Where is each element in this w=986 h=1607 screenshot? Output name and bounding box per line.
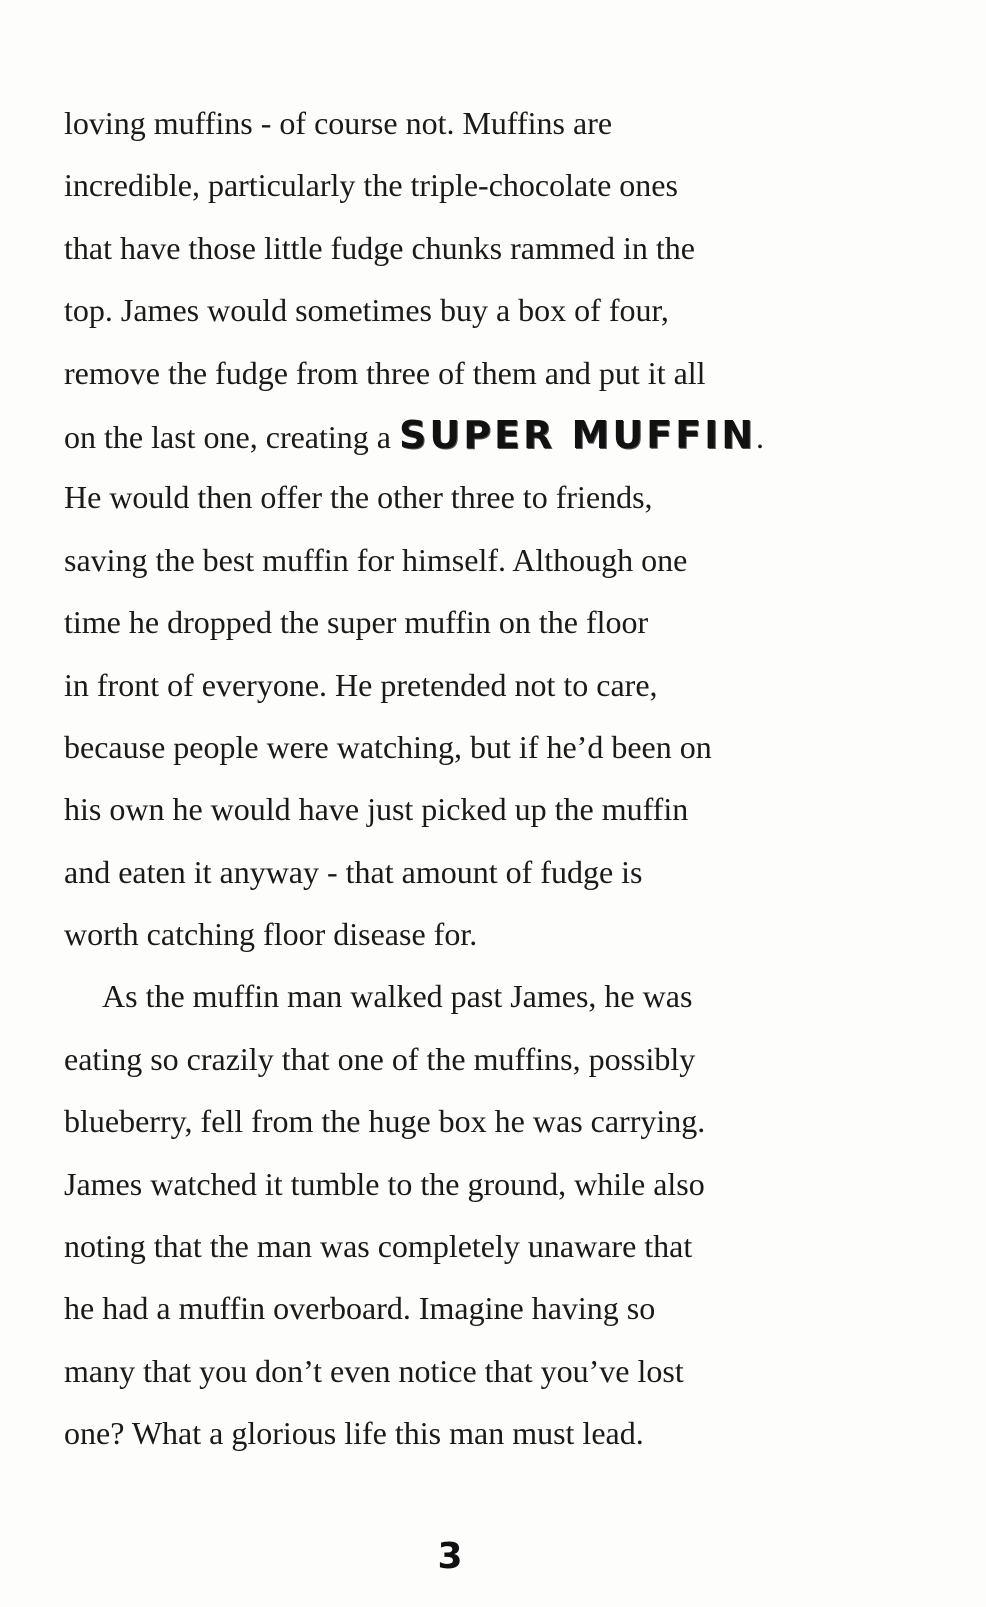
text-line: top. James would sometimes buy a box of four, [64, 292, 669, 329]
text-line: loving muffins - of course not. Muffins are [64, 105, 613, 141]
text-line-with-emphasis [64, 404, 854, 466]
text-line: his own he would have just picked up the muffin [64, 791, 689, 828]
text-line: and eaten it anyway - that amount of fudge is [64, 853, 643, 890]
paragraph-2 [64, 965, 854, 1464]
text-line: one? What a glorious life this man must lead. [64, 1415, 644, 1452]
paragraph-1 [64, 92, 854, 965]
body-text [64, 92, 854, 1465]
text-line: He would then offer the other three to friends, [64, 479, 653, 516]
text-line: that have those little fudge chunks rammed in the [64, 229, 695, 266]
text-line: because people were watching, but if he’d been on [64, 728, 712, 765]
text-line-indented: As the muffin man walked past James, he was [102, 978, 693, 1015]
text-line: saving the best muffin for himself. Although one [64, 541, 688, 578]
emphasis-period: . [756, 418, 765, 455]
text-line: in front of everyone. He pretended not to care, [64, 666, 658, 703]
text-line: many that you don’t even notice that you’ve lost [64, 1352, 684, 1389]
page-number: 3 [437, 1536, 463, 1577]
text-line: blueberry, fell from the huge box he was carrying. [64, 1103, 706, 1140]
text-line: eating so crazily that one of the muffins, possibly [64, 1040, 696, 1077]
text-line: worth catching floor disease for. [64, 916, 478, 953]
text-line-start: on the last one, creating a [64, 418, 399, 455]
super-muffin-emphasis: SUPER MUFFIN [398, 412, 757, 457]
text-line: James watched it tumble to the ground, while also [64, 1165, 705, 1202]
text-line: time he dropped the super muffin on the floor [64, 604, 649, 641]
text-line: he had a muffin overboard. Imagine having so [64, 1290, 656, 1327]
text-line: incredible, particularly the triple-chocolate ones [64, 167, 678, 204]
text-line: noting that the man was completely unaware that [64, 1228, 693, 1265]
text-line: remove the fudge from three of them and put it all [64, 354, 706, 391]
